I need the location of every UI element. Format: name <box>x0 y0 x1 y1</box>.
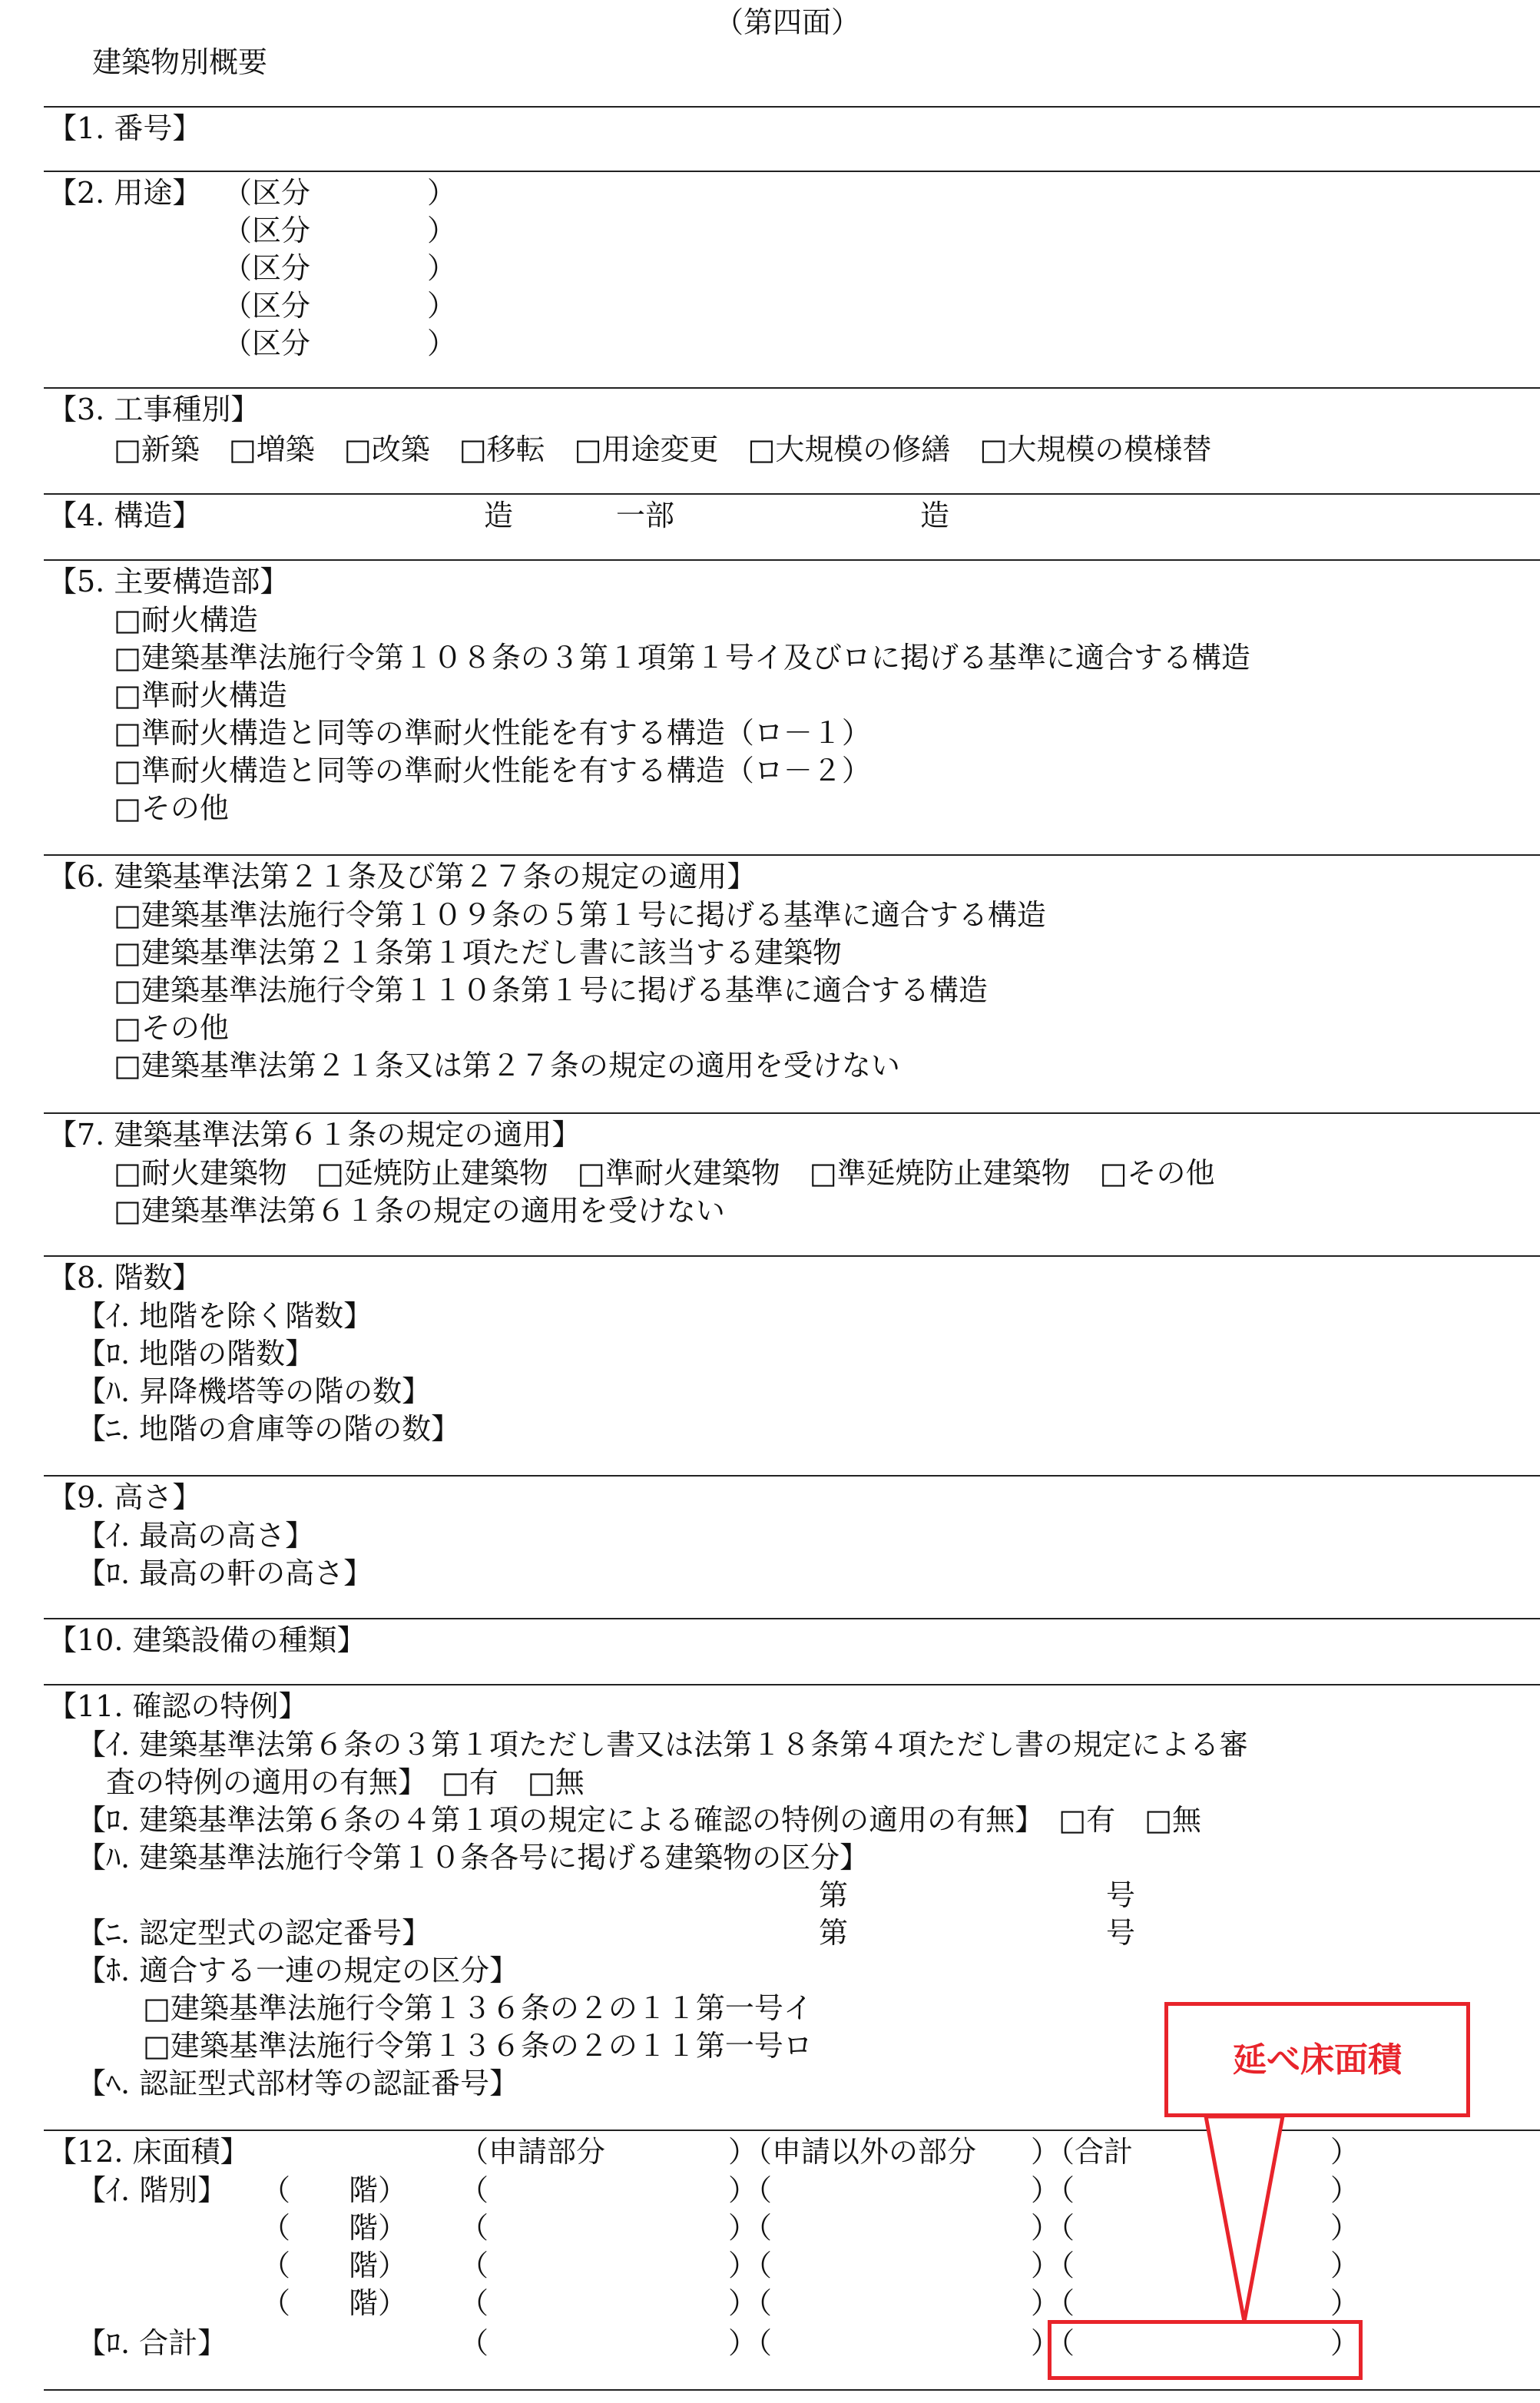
main-structure-option-5: □準耐火構造と同等の準耐火性能を有する構造（ロ－２） <box>114 754 871 787</box>
total-close: ） <box>1330 2326 1360 2360</box>
floor-unit: 階） <box>349 2286 408 2320</box>
category-gou: 号 <box>1106 1878 1136 1912</box>
applied-open: （ <box>459 2211 489 2245</box>
section-11-heading: 【11. 確認の特例】 <box>48 1689 308 1723</box>
other-close-total-open: ）（ <box>1031 2326 1075 2360</box>
page-title: 建築物別概要 <box>92 45 268 79</box>
section-9-heading: 【9. 高さ】 <box>48 1480 202 1514</box>
total-close: ） <box>1330 2211 1360 2245</box>
max-height: 【ｲ. 最高の高さ】 <box>77 1519 315 1553</box>
page-label: （第四面） <box>714 5 861 39</box>
article-21-27-option-2: □建築基準法第２１条第１項ただし書に該当する建築物 <box>114 936 842 969</box>
other-close-total-open: ）（ <box>1031 2173 1075 2207</box>
component-certification-number: 【ﾍ. 認証型式部材等の認証番号】 <box>77 2067 519 2100</box>
structure-ichibu: 一部 <box>616 499 675 532</box>
total-label: 【ﾛ. 合計】 <box>77 2326 227 2360</box>
total-close: ） <box>1330 2286 1360 2320</box>
section-6-heading: 【6. 建築基準法第２１条及び第２７条の規定の適用】 <box>48 860 757 893</box>
main-structure-option-2: □建築基準法施行令第１０８条の３第１項第１号イ及びロに掲げる基準に適合する構造 <box>114 641 1250 674</box>
article-61-not-applicable: □建築基準法第６１条の規定の適用を受けない <box>114 1194 725 1228</box>
basement-floors: 【ﾛ. 地階の階数】 <box>77 1337 315 1371</box>
main-structure-option-1: □耐火構造 <box>114 603 258 637</box>
divider <box>44 1684 1540 1685</box>
divider <box>44 1618 1540 1619</box>
section-3-heading: 【3. 工事種別】 <box>48 393 260 426</box>
structure-zou-2: 造 <box>920 499 950 532</box>
main-structure-option-3: □準耐火構造 <box>114 678 287 712</box>
special-exam-line-1: 【ｲ. 建築基準法第６条の３第１項ただし書又は法第１８条第４項ただし書の規定による審 <box>77 1728 1249 1762</box>
divider <box>44 1475 1540 1477</box>
total-close: ） <box>1330 2173 1360 2207</box>
divider <box>44 493 1540 495</box>
floor-open: （ <box>261 2249 291 2282</box>
article-21-27-option-5: □建築基準法第２１条又は第２７条の規定の適用を受けない <box>114 1049 900 1082</box>
annotation-arrow <box>1198 2114 1306 2329</box>
section-12-heading: 【12. 床面積】 <box>48 2135 250 2169</box>
floors-above-ground: 【ｲ. 地階を除く階数】 <box>77 1299 373 1333</box>
applied-close-other-open: ）（ <box>728 2249 773 2282</box>
divider <box>44 2130 1540 2131</box>
floor-open: （ <box>261 2211 291 2245</box>
applied-close-other-open: ）（ <box>728 2286 773 2320</box>
main-structure-option-4: □準耐火構造と同等の準耐火性能を有する構造（ロ－１） <box>114 716 871 750</box>
structure-zou-1: 造 <box>484 499 514 532</box>
divider <box>44 559 1540 561</box>
divider <box>44 171 1540 172</box>
section-5-heading: 【5. 主要構造部】 <box>48 565 290 598</box>
floor-unit: 階） <box>349 2211 408 2245</box>
special-exam-line-2: 査の特例の適用の有無】 □有 □無 <box>106 1765 585 1799</box>
section-8-heading: 【8. 階数】 <box>48 1261 202 1294</box>
usage-category-4: （区分 ） <box>223 289 457 323</box>
article-61-options: □耐火建築物 □延焼防止建築物 □準耐火建築物 □準延焼防止建築物 □その他 <box>114 1156 1215 1190</box>
column-total: ）（合計 <box>1031 2135 1134 2169</box>
annotation-label: 延べ床面積 <box>1233 2040 1402 2080</box>
category-dai: 第 <box>819 1878 849 1912</box>
floor-breakdown-label: 【ｲ. 階別】 <box>77 2173 227 2207</box>
construction-type-options: □新築 □増築 □改築 □移転 □用途変更 □大規模の修繕 □大規模の模様替 <box>114 433 1212 466</box>
applied-close-other-open: ）（ <box>728 2211 773 2245</box>
usage-category-3: （区分 ） <box>223 251 457 285</box>
column-applied-part: （申請部分 <box>459 2135 606 2169</box>
section-4-heading: 【4. 構造】 <box>48 499 202 532</box>
column-other-part: ）（申請以外の部分 <box>728 2135 977 2169</box>
applied-close-other-open: ）（ <box>728 2173 773 2207</box>
divider <box>44 387 1540 389</box>
certification-gou: 号 <box>1106 1916 1136 1950</box>
basement-storage-floors: 【ﾆ. 地階の倉庫等の階の数】 <box>77 1412 461 1446</box>
total-close: ） <box>1330 2249 1360 2282</box>
confirmation-exception: 【ﾛ. 建築基準法第６条の４第１項の規定による確認の特例の適用の有無】 □有 □無 <box>77 1803 1201 1837</box>
divider <box>44 854 1540 856</box>
applied-open: （ <box>459 2326 489 2360</box>
section-7-heading: 【7. 建築基準法第６１条の規定の適用】 <box>48 1118 581 1152</box>
divider <box>44 1255 1540 1257</box>
applicable-rule-category: 【ﾎ. 適合する一連の規定の区分】 <box>77 1954 519 1987</box>
section-2-heading: 【2. 用途】 <box>48 176 202 210</box>
column-total-close: ） <box>1330 2135 1360 2169</box>
main-structure-option-6: □その他 <box>114 791 229 825</box>
usage-category-2: （区分 ） <box>223 214 457 247</box>
divider <box>44 2389 1540 2391</box>
rule-category-option-2: □建築基準法施行令第１３６条の２の１１第一号ロ <box>143 2029 813 2063</box>
other-close-total-open: ）（ <box>1031 2249 1075 2282</box>
floor-open: （ <box>261 2286 291 2320</box>
applied-close-other-open: ）（ <box>728 2326 773 2360</box>
usage-category-5: （区分 ） <box>223 326 457 360</box>
max-eave-height: 【ﾛ. 最高の軒の高さ】 <box>77 1556 373 1590</box>
type-certification-number: 【ﾆ. 認定型式の認定番号】 <box>77 1916 432 1950</box>
building-category-article-10: 【ﾊ. 建築基準法施行令第１０条各号に掲げる建築物の区分】 <box>77 1841 869 1874</box>
total-floor-area-highlight <box>1048 2320 1363 2380</box>
article-21-27-option-4: □その他 <box>114 1011 229 1045</box>
applied-open: （ <box>459 2173 489 2207</box>
other-close-total-open: ）（ <box>1031 2286 1075 2320</box>
floor-unit: 階） <box>349 2173 408 2207</box>
section-10-heading: 【10. 建築設備の種類】 <box>48 1623 366 1657</box>
applied-open: （ <box>459 2249 489 2282</box>
certification-dai: 第 <box>819 1916 849 1950</box>
floor-open: （ <box>261 2173 291 2207</box>
elevator-tower-floors: 【ﾊ. 昇降機塔等の階の数】 <box>77 1374 432 1408</box>
other-close-total-open: ）（ <box>1031 2211 1075 2245</box>
divider <box>44 106 1540 108</box>
floor-unit: 階） <box>349 2249 408 2282</box>
section-1-heading: 【1. 番号】 <box>48 111 202 145</box>
article-21-27-option-3: □建築基準法施行令第１１０条第１号に掲げる基準に適合する構造 <box>114 973 988 1007</box>
applied-open: （ <box>459 2286 489 2320</box>
usage-category-1: （区分 ） <box>223 176 457 210</box>
rule-category-option-1: □建築基準法施行令第１３６条の２の１１第一号イ <box>143 1991 813 2025</box>
article-21-27-option-1: □建築基準法施行令第１０９条の５第１号に掲げる基準に適合する構造 <box>114 898 1046 932</box>
divider <box>44 1112 1540 1114</box>
